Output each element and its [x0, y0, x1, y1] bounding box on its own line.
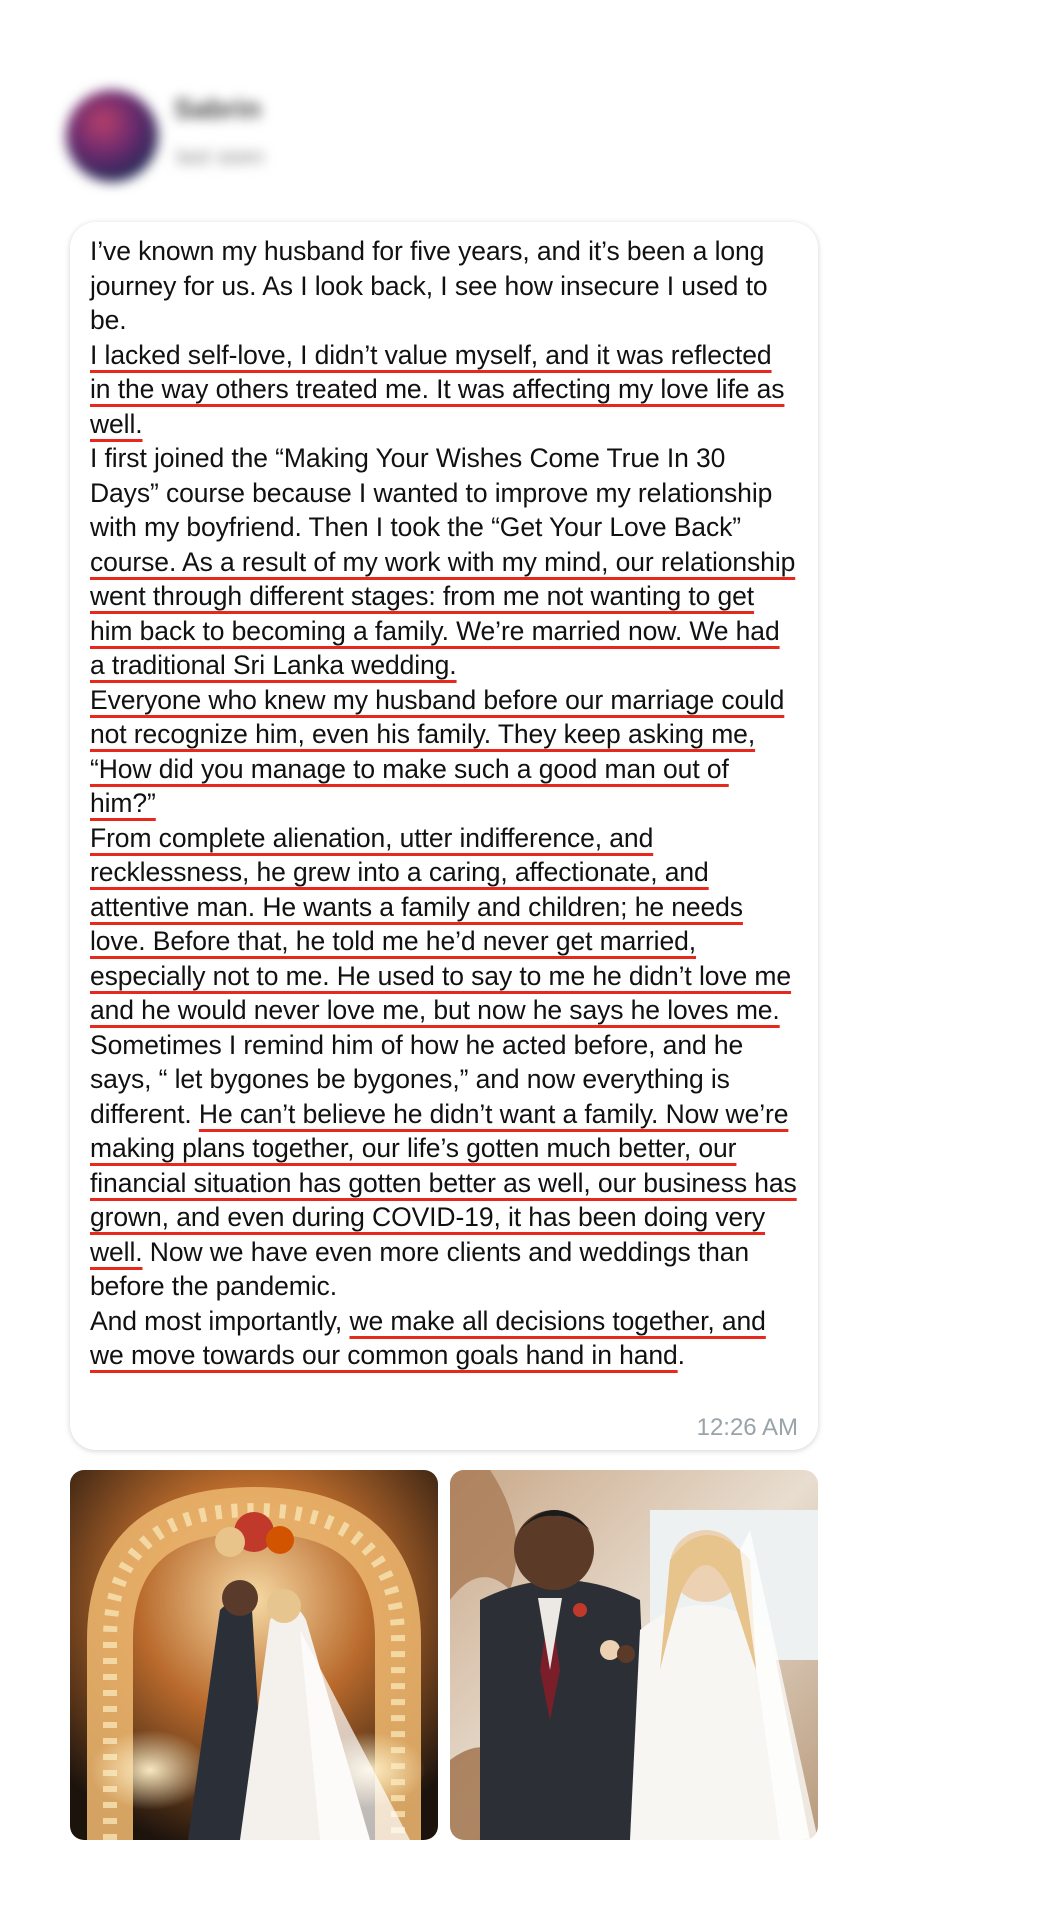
- underlined-text: From complete alienation, utter indifference, and recklessness, he grew into a caring, affectionate, and attentive man. He wants a family and children; he needs love. Before that, he told me he’d never get married, especially not to me. He used to say to me he didn’t love me and he would never love me, but now he says he loves me.: [90, 822, 792, 1025]
- underlined-text: He can’t believe he didn’t want a family. Now we’re making plans together, our life’s gotten much better, our financial situation has gotten better as well, our business has grown, and even during COVID-19, it has been doing very well.: [90, 1098, 797, 1267]
- underlined-text: I lacked self-love, I didn’t value myself, and it was reflected in the way others treated me. It was affecting my love life as well.: [90, 339, 785, 439]
- sender-name[interactable]: Sabrin: [174, 93, 262, 124]
- wedding-photo-ring-image: [450, 1470, 818, 1840]
- message-paragraph: [90, 1304, 798, 1373]
- message-paragraph: [90, 683, 798, 821]
- message-text-segment: And most importantly,: [90, 1305, 350, 1336]
- message-paragraph: [90, 338, 798, 442]
- sender-status: last seen: [176, 144, 265, 169]
- message-text-segment: .: [677, 1340, 685, 1370]
- wedding-photo-arch[interactable]: [70, 1470, 438, 1840]
- underlined-text: course. As a result of my work with my mind, our relationship went through different stages: from me not wanting to get him back to becoming a family. We’re married now. We had a traditional Sri Lanka wedding.: [90, 546, 796, 680]
- message-text: [90, 234, 798, 1373]
- message-text-segment: I’ve known my husband for five years, and it’s been a long journey for us. As I look back, I see how insecure I used to be.: [90, 236, 768, 335]
- message-paragraph: [90, 1028, 798, 1304]
- wedding-photo-ring[interactable]: [450, 1470, 818, 1840]
- message-timestamp: 12:26 AM: [696, 1414, 798, 1441]
- message-paragraph: [90, 821, 798, 1028]
- wedding-photo-arch-image: [70, 1470, 438, 1840]
- message-paragraph: [90, 441, 798, 683]
- underlined-text: we make all decisions together, and we move towards our common goals hand in hand: [90, 1305, 766, 1370]
- message-text-segment: I first joined the “Making Your Wishes Come True In 30 Days” course because I wanted to improve my relationship with my boyfriend. Then I took the “Get Your Love Back”: [90, 443, 773, 542]
- message-text-segment: Sometimes I remind him of how he acted before, and he says, “ let bygones be bygones,” and now everything is different.: [90, 1029, 744, 1129]
- underlined-text: Everyone who knew my husband before our marriage could not recognize him, even his family. They keep asking me, “How did you manage to make such a good man out of him?”: [90, 684, 785, 818]
- message-text-segment: Now we have even more clients and weddings than before the pandemic.: [90, 1236, 750, 1301]
- message-bubble[interactable]: [70, 222, 818, 1450]
- message-paragraph: [90, 234, 798, 338]
- chat-header: [66, 84, 406, 184]
- avatar[interactable]: [66, 90, 158, 182]
